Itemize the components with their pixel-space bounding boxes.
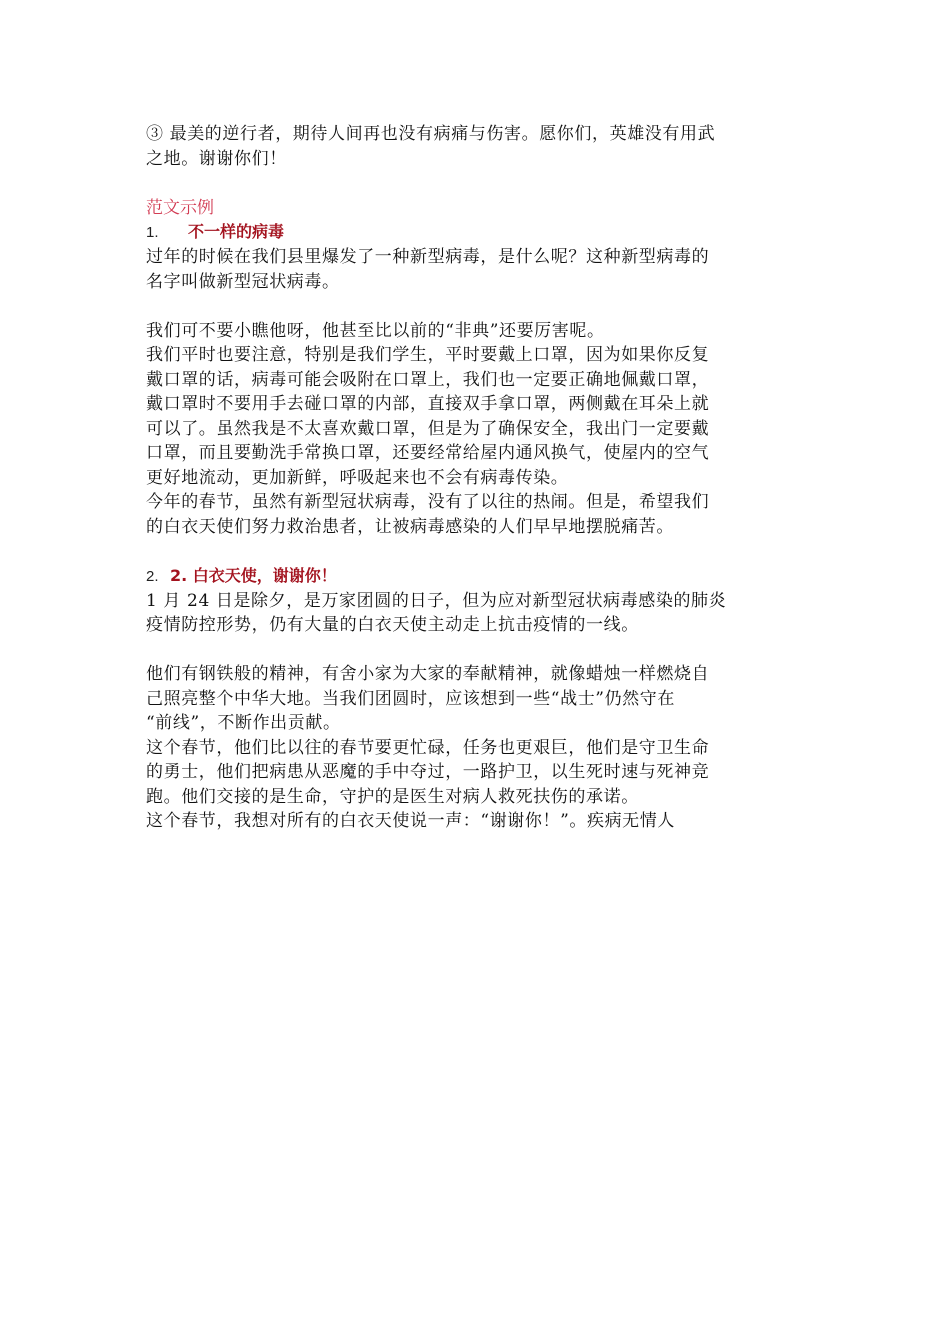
- text-line: 己照亮整个中华大地。当我们团圆时，应该想到一些“战士”仍然守在: [146, 688, 675, 709]
- text-line: 1 月 24 日是除夕，是万家团圆的日子，但为应对新型冠状病毒感染的肺炎: [146, 590, 727, 611]
- paragraph-gap: [146, 171, 806, 196]
- text-line: 今年的春节，虽然有新型冠状病毒，没有了以往的热闹。但是，希望我们: [146, 492, 710, 512]
- text-line: 疫情防控形势，仍有大量的白衣天使主动走上抗击疫情的一线。: [146, 615, 639, 635]
- intro-paragraph: [146, 122, 806, 171]
- paragraph-group: [146, 662, 806, 834]
- paragraph-group: [146, 589, 806, 638]
- essay-2: [146, 564, 806, 834]
- paragraph-gap: [146, 294, 806, 319]
- text-line: ③ 最美的逆行者，期待人间再也没有病痛与伤害。愿你们，英雄没有用武: [146, 124, 716, 144]
- paragraph-group: [146, 319, 806, 540]
- text-line: 可以了。虽然我是不太喜欢戴口罩，但是为了确保安全，我出门一定要戴: [146, 418, 710, 439]
- text-line: 过年的时候在我们县里爆发了一种新型病毒，是什么呢？这种新型病毒的: [146, 247, 710, 267]
- paragraph-gap: [146, 539, 806, 564]
- text-line: 的勇士，他们把病患从恶魔的手中夺过，一路护卫，以生死时速与死神竞: [146, 762, 710, 782]
- document-page: [146, 122, 806, 834]
- paragraph-gap: [146, 638, 806, 663]
- essay-heading: [146, 564, 806, 589]
- paragraph-group: [146, 245, 806, 294]
- text-line: 我们平时也要注意，特别是我们学生，平时要戴上口罩，因为如果你反复: [146, 345, 710, 365]
- text-line: 跑。他们交接的是生命，守护的是医生对病人救死扶伤的承诺。: [146, 786, 639, 807]
- text-line: 名字叫做新型冠状病毒。: [146, 271, 340, 292]
- text-line: 这个春节，我想对所有的白衣天使说一声：“谢谢你！”。疾病无情人: [146, 811, 675, 831]
- section-label: 范文示例: [146, 197, 214, 218]
- text-line: 之地。谢谢你们！: [146, 148, 287, 169]
- text-line: 更好地流动，更加新鲜，呼吸起来也不会有病毒传染。: [146, 467, 569, 488]
- text-line: 这个春节，他们比以往的春节要更忙碌，任务也更艰巨，他们是守卫生命: [146, 737, 710, 758]
- essay-heading: [146, 220, 806, 245]
- text-line: 他们有钢铁般的精神，有舍小家为大家的奉献精神，就像蜡烛一样燃烧自: [146, 664, 710, 684]
- text-line: “前线”，不断作出贡献。: [146, 713, 341, 733]
- text-line: 戴口罩的话，病毒可能会吸附在口罩上，我们也一定要正确地佩戴口罩，: [146, 369, 710, 390]
- text-line: 我们可不要小瞧他呀，他甚至比以前的“非典”还要厉害呢。: [146, 320, 605, 341]
- essay-title: 2. 白衣天使，谢谢你！: [170, 565, 337, 585]
- text-line: 口罩，而且要勤洗手常换口罩，还要经常给屋内通风换气，使屋内的空气: [146, 443, 710, 463]
- list-number: 2.: [146, 567, 159, 585]
- essay-title: 不一样的病毒: [188, 222, 285, 241]
- text-line: 的白衣天使们努力救治患者，让被病毒感染的人们早早地摆脱痛苦。: [146, 516, 674, 537]
- essay-1: [146, 220, 806, 539]
- text-line: 戴口罩时不要用手去碰口罩的内部，直接双手拿口罩，两侧戴在耳朵上就: [146, 394, 710, 414]
- list-number: 1.: [146, 224, 159, 241]
